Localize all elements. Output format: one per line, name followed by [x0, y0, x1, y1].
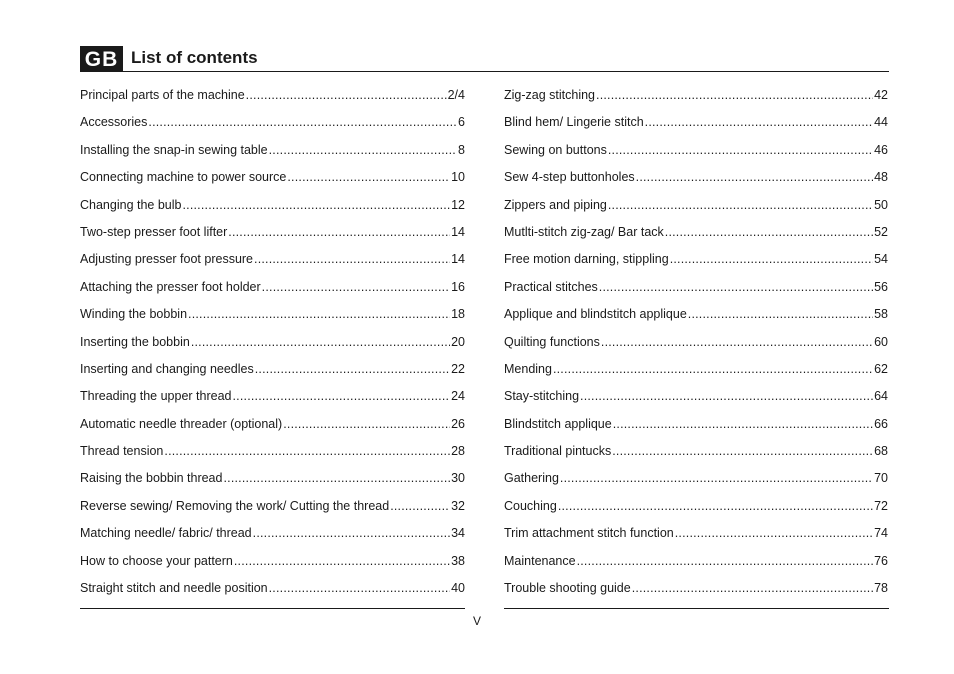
dot-leader — [283, 411, 450, 438]
toc-entry-page: 74 — [874, 526, 888, 541]
header-divider — [80, 71, 889, 72]
page-number: V — [472, 614, 481, 628]
dot-leader — [255, 356, 450, 383]
toc-entry-label: Gathering — [504, 471, 559, 486]
dot-leader — [670, 246, 873, 273]
toc-entry[interactable] — [80, 219, 465, 246]
dot-leader — [601, 329, 873, 356]
dot-leader — [182, 192, 450, 219]
toc-entry[interactable] — [80, 548, 465, 575]
toc-entry[interactable] — [504, 438, 888, 465]
toc-entry[interactable] — [80, 411, 465, 438]
toc-entry[interactable] — [80, 575, 465, 602]
toc-column-right — [504, 82, 888, 602]
toc-entry[interactable] — [504, 301, 888, 328]
toc-entry-page: 66 — [874, 416, 888, 431]
toc-entry-page: 8 — [458, 142, 465, 157]
toc-entry[interactable] — [80, 383, 465, 410]
toc-entry-label: Inserting the bobbin — [80, 334, 190, 349]
toc-entry-page: 70 — [874, 471, 888, 486]
footer-divider-left — [80, 608, 465, 609]
toc-entry-page: 58 — [874, 307, 888, 322]
toc-entry-page: 48 — [874, 170, 888, 185]
toc-entry-label: Quilting functions — [504, 334, 600, 349]
toc-entry-label: Stay-stitching — [504, 389, 580, 404]
toc-entry-page: 52 — [874, 224, 888, 239]
toc-entry-label: Zig-zag stitching — [504, 88, 596, 102]
toc-entry-label: Trouble shooting guide — [504, 581, 631, 596]
toc-entry-label: Trim attachment stitch function — [504, 526, 674, 541]
toc-entry[interactable] — [80, 493, 465, 520]
toc-entry[interactable] — [504, 109, 888, 136]
toc-entry[interactable] — [504, 411, 888, 438]
toc-entry[interactable] — [504, 192, 888, 219]
toc-entry-page: 72 — [874, 498, 888, 513]
dot-leader — [580, 383, 873, 410]
dot-leader — [234, 548, 450, 575]
toc-entry-label: Automatic needle threader (optional) — [80, 416, 283, 431]
toc-entry-page: 6 — [458, 115, 465, 130]
toc-entry-label: Matching needle/ fabric/ thread — [80, 526, 252, 541]
toc-entry-label: Two-step presser foot lifter — [80, 224, 228, 239]
toc-column-left — [80, 82, 465, 602]
toc-entry-page: 14 — [451, 252, 465, 267]
toc-entry-page: 28 — [451, 444, 465, 459]
dot-leader — [608, 192, 873, 219]
toc-entry-label: Connecting machine to power source — [80, 170, 287, 185]
toc-entry[interactable] — [80, 192, 465, 219]
toc-entry-label: Reverse sewing/ Removing the work/ Cutting the thread — [80, 498, 390, 513]
toc-entry[interactable] — [504, 465, 888, 492]
toc-entry[interactable] — [80, 274, 465, 301]
dot-leader — [645, 109, 873, 136]
toc-entry[interactable] — [504, 329, 888, 356]
toc-entry-page: 46 — [874, 142, 888, 157]
dot-leader — [665, 219, 873, 246]
toc-entry[interactable] — [504, 383, 888, 410]
toc-entry[interactable] — [80, 246, 465, 273]
toc-entry-page: 34 — [451, 526, 465, 541]
toc-entry[interactable] — [504, 520, 888, 547]
dot-leader — [223, 465, 450, 492]
toc-entry-label: Practical stitches — [504, 279, 598, 294]
toc-entry-label: Winding the bobbin — [80, 307, 188, 322]
toc-entry[interactable] — [504, 82, 888, 109]
toc-entry[interactable] — [504, 356, 888, 383]
toc-entry-page: 56 — [874, 279, 888, 294]
toc-entry-label: Maintenance — [504, 553, 576, 568]
toc-entry-label: How to choose your pattern — [80, 553, 233, 568]
toc-entry-page: 26 — [451, 416, 465, 431]
toc-entry-label: Attaching the presser foot holder — [80, 279, 261, 294]
dot-leader — [596, 82, 873, 109]
dot-leader — [612, 438, 873, 465]
toc-entry-label: Traditional pintucks — [504, 444, 612, 459]
dot-leader — [608, 137, 873, 164]
toc-entry[interactable] — [80, 520, 465, 547]
toc-entry-label: Raising the bobbin thread — [80, 471, 223, 486]
toc-entry[interactable] — [80, 109, 465, 136]
dot-leader — [553, 356, 873, 383]
toc-entry-label: Threading the upper thread — [80, 389, 232, 404]
dot-leader — [228, 219, 450, 246]
toc-entry-page: 18 — [451, 307, 465, 322]
dot-leader — [558, 493, 873, 520]
toc-entry[interactable] — [504, 274, 888, 301]
dot-leader — [636, 164, 873, 191]
toc-entry-label: Principal parts of the machine — [80, 88, 245, 102]
dot-leader — [233, 383, 451, 410]
toc-entry-page: 12 — [451, 197, 465, 212]
toc-entry[interactable] — [80, 137, 465, 164]
dot-leader — [262, 274, 450, 301]
dot-leader — [254, 246, 450, 273]
toc-entry-page: 68 — [874, 444, 888, 459]
toc-entry-label: Installing the snap-in sewing table — [80, 142, 268, 157]
toc-entry-page: 2/4 — [447, 88, 465, 102]
toc-entry-label: Blindstitch applique — [504, 416, 612, 431]
page-title: List of contents — [131, 48, 258, 67]
toc-entry-page: 42 — [874, 88, 888, 102]
dot-leader — [390, 493, 450, 520]
toc-entry-label: Straight stitch and needle position — [80, 581, 268, 596]
dot-leader — [253, 520, 450, 547]
toc-entry-label: Blind hem/ Lingerie stitch — [504, 115, 644, 130]
toc-entry-page: 14 — [451, 224, 465, 239]
dot-leader — [599, 274, 873, 301]
toc-entry-page: 54 — [874, 252, 888, 267]
toc-entry-page: 40 — [451, 581, 465, 596]
dot-leader — [148, 109, 457, 136]
dot-leader — [632, 575, 873, 602]
toc-entry[interactable] — [504, 548, 888, 575]
dot-leader — [577, 548, 874, 575]
dot-leader — [287, 164, 450, 191]
dot-leader — [246, 82, 447, 109]
dot-leader — [269, 575, 450, 602]
toc-entry[interactable] — [504, 164, 888, 191]
toc-entry-page: 78 — [874, 581, 888, 596]
toc-entry-label: Sew 4-step buttonholes — [504, 170, 635, 185]
toc-entry-label: Accessories — [80, 115, 148, 130]
dot-leader — [164, 438, 450, 465]
toc-entry[interactable] — [504, 137, 888, 164]
toc-entry-page: 20 — [451, 334, 465, 349]
toc-entry-page: 30 — [451, 471, 465, 486]
toc-entry[interactable] — [504, 493, 888, 520]
page-header — [80, 46, 889, 72]
toc-entry-page: 32 — [451, 498, 465, 513]
toc-entry-page: 50 — [874, 197, 888, 212]
dot-leader — [191, 329, 450, 356]
toc-entry[interactable] — [80, 465, 465, 492]
toc-entry[interactable] — [80, 82, 465, 109]
toc-entry-page: 16 — [451, 279, 465, 294]
toc-entry[interactable] — [80, 329, 465, 356]
toc-entry-page: 44 — [874, 115, 888, 130]
footer-divider-right — [504, 608, 889, 609]
toc-entry-label: Free motion darning, stippling — [504, 252, 669, 267]
dot-leader — [688, 301, 873, 328]
toc-entry[interactable] — [504, 575, 888, 602]
toc-entry-label: Zippers and piping — [504, 197, 607, 212]
toc-entry[interactable] — [80, 301, 465, 328]
dot-leader — [613, 411, 873, 438]
dot-leader — [675, 520, 873, 547]
toc-entry-label: Thread tension — [80, 444, 164, 459]
toc-entry-page: 76 — [874, 553, 888, 568]
toc-entry-label: Couching — [504, 498, 557, 513]
toc-entry[interactable] — [80, 164, 465, 191]
toc-entry-label: Applique and blindstitch applique — [504, 307, 687, 322]
toc-entry-page: 62 — [874, 361, 888, 376]
toc-entry-label: Sewing on buttons — [504, 142, 607, 157]
dot-leader — [560, 465, 873, 492]
language-badge: GB — [80, 46, 123, 72]
toc-entry-label: Changing the bulb — [80, 197, 182, 212]
toc-entry-page: 64 — [874, 389, 888, 404]
toc-entry[interactable] — [504, 219, 888, 246]
toc-entry-page: 22 — [451, 361, 465, 376]
toc-entry-label: Mending — [504, 361, 552, 376]
dot-leader — [188, 301, 450, 328]
toc-entry-page: 10 — [451, 170, 465, 185]
toc-entry[interactable] — [504, 246, 888, 273]
toc-entry[interactable] — [80, 356, 465, 383]
toc-entry-label: Adjusting presser foot pressure — [80, 252, 254, 267]
toc-entry-page: 60 — [874, 334, 888, 349]
dot-leader — [269, 137, 457, 164]
toc-entry[interactable] — [80, 438, 465, 465]
toc-entry-label: Mutlti-stitch zig-zag/ Bar tack — [504, 224, 664, 239]
toc-entry-label: Inserting and changing needles — [80, 361, 254, 376]
toc-entry-page: 24 — [451, 389, 465, 404]
toc-entry-page: 38 — [451, 553, 465, 568]
